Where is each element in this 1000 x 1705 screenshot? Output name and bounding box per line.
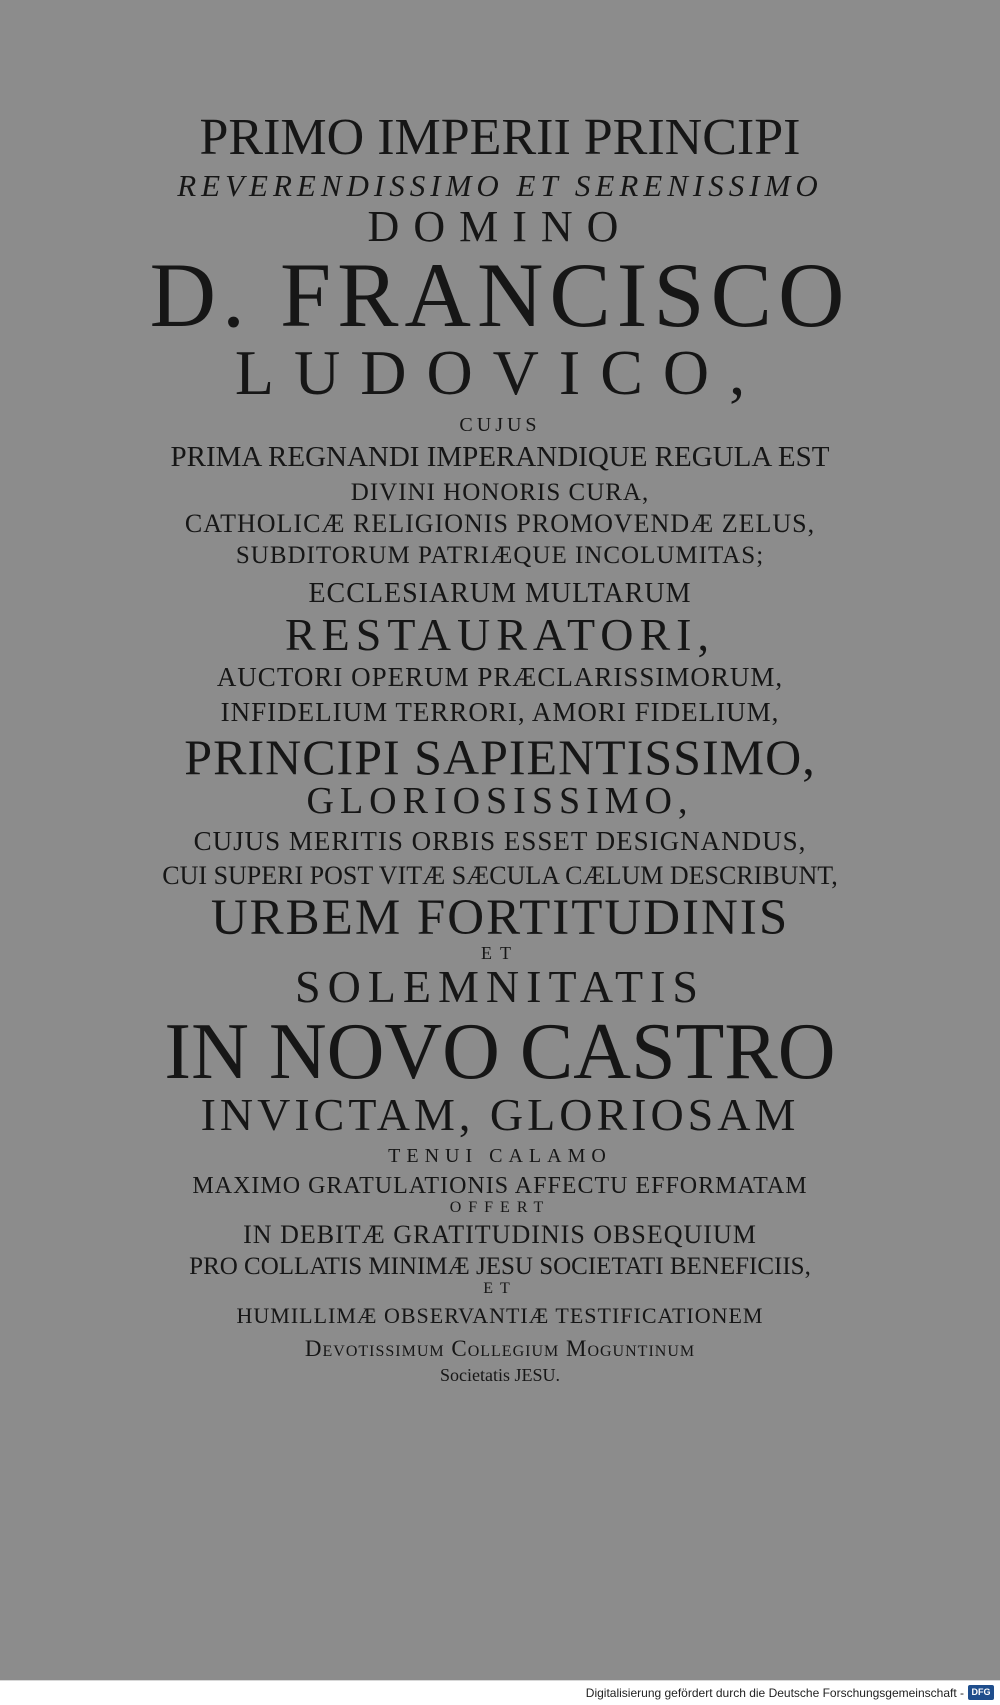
dedication-line: Societatis JESU. — [440, 1365, 560, 1385]
dedication-line: TENUI CALAMO — [388, 1145, 612, 1167]
dedication-line: PRIMO IMPERII PRINCIPI — [199, 109, 801, 166]
funding-notice: Digitalisierung gefördert durch die Deutsche Forschungsgemeinschaft - — [585, 1686, 964, 1700]
footer-bar — [0, 1680, 1000, 1705]
dedication-line: Devotissimum Collegium Moguntinum — [304, 1336, 696, 1361]
dedication-line: ECCLESIARUM MULTARUM — [308, 578, 692, 609]
dedication-line: PRIMA REGNANDI IMPERANDIQUE REGULA EST — [170, 441, 830, 473]
dedication-line: IN DEBITÆ GRATITUDINIS OBSEQUIUM — [243, 1220, 757, 1249]
dedication-line: URBEM FORTITUDINIS — [210, 890, 790, 946]
dedication-line: CUJUS — [459, 414, 541, 436]
dedication-line: CUI SUPERI POST VITÆ SÆCULA CÆLUM DESCRIBUNT, — [162, 861, 838, 890]
dedication-line: CUJUS MERITIS ORBIS ESSET DESIGNANDUS, — [193, 826, 807, 856]
dedication-line: SUBDITORUM PATRIÆQUE INCOLUMITAS; — [235, 542, 765, 569]
dedication-text-block — [40, 109, 960, 1385]
dedication-line: DIVINI HONORIS CURA, — [350, 479, 650, 506]
dedication-line: AUCTORI OPERUM PRÆCLARISSIMORUM, — [216, 662, 784, 692]
dedication-line: INFIDELIUM TERRORI, AMORI FIDELIUM, — [220, 697, 780, 727]
dedication-line: RESTAURATORI, — [284, 609, 715, 660]
dedication-line: CATHOLICÆ RELIGIONIS PROMOVENDÆ ZELUS, — [184, 509, 816, 538]
dfg-logo-icon: DFG — [968, 1685, 994, 1700]
dedication-line: GLORIOSISSIMO, — [306, 780, 694, 822]
dedication-line: INVICTAM, GLORIOSAM — [200, 1089, 800, 1140]
dedication-line: LUDOVICO, — [234, 337, 766, 408]
dedication-line: SOLEMNITATIS — [295, 961, 705, 1012]
dedication-line: DOMINO — [367, 202, 633, 251]
dedication-line: ET — [483, 1280, 517, 1297]
dedication-line: ET — [481, 943, 519, 963]
dedication-line: MAXIMO GRATULATIONIS AFFECTU EFFORMATAM — [192, 1173, 808, 1199]
dedication-line: PRO COLLATIS MINIMÆ JESU SOCIETATI BENEFICIIS, — [189, 1253, 811, 1280]
dedication-line: IN NOVO CASTRO — [164, 1008, 836, 1096]
dedication-line: REVERENDISSIMO ET SERENISSIMO — [177, 168, 823, 203]
dedication-line: PRINCIPI SAPIENTISSIMO, — [184, 729, 816, 785]
dedication-line: HUMILLIMÆ OBSERVANTIÆ TESTIFICATIONEM — [236, 1303, 764, 1328]
dedication-line: OFFERT — [449, 1199, 551, 1216]
dedication-line: D. FRANCISCO — [149, 244, 851, 346]
